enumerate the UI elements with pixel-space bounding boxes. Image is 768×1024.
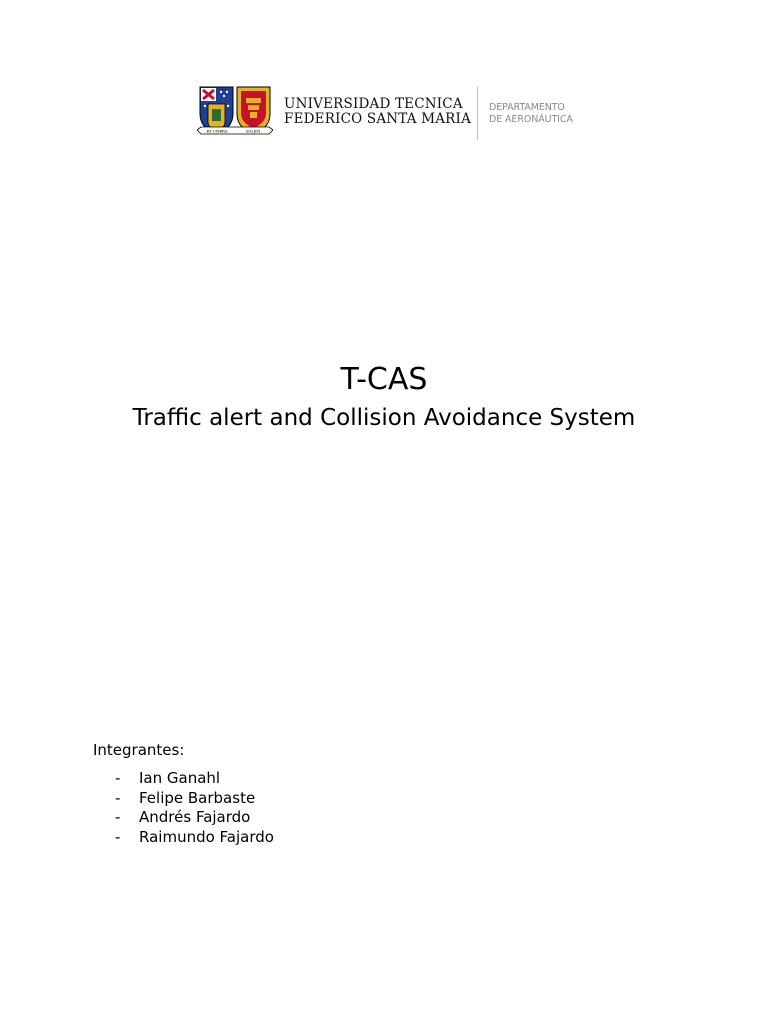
header-divider [477,87,478,140]
member-name: Andrés Fajardo [139,808,251,826]
university-name-line2: FEDERICO SANTA MARIA [284,111,472,127]
department-name [489,102,573,126]
university-name [284,97,471,127]
list-bullet: - [115,808,121,826]
document-subtitle: Traffic alert and Collision Avoidance System [132,405,636,431]
document-title: T-CAS [340,362,428,397]
document-header [197,84,577,142]
list-bullet: - [115,769,121,787]
member-name: Felipe Barbaste [139,788,256,807]
list-bullet: - [115,827,121,846]
department-name-line1: DEPARTAMENTO [489,102,565,113]
list-bullet: - [115,788,121,807]
member-name: Raimundo Fajardo [139,827,274,846]
university-name-line1: UNIVERSIDAD TECNICA [284,96,463,112]
logo-banner-right: SOLEM [245,129,261,134]
university-logo [197,84,273,142]
members-label: Integrantes: [93,741,185,759]
logo-banner-left: EX UMBRA [206,129,228,134]
department-name-line2: DE AERONÁUTICA [489,114,573,125]
member-name: Ian Ganahl [139,769,221,787]
